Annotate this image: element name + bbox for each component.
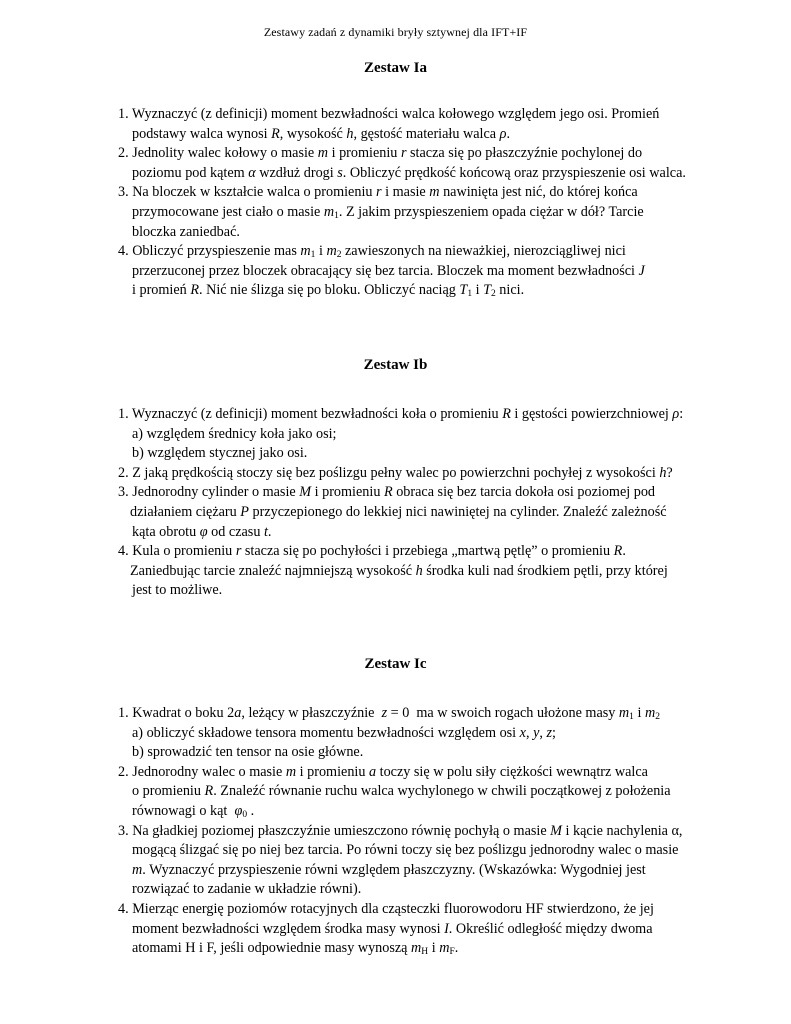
- set-ib-problems: [118, 405, 718, 601]
- page-header: Zestawy zadań z dynamiki bryły sztywnej dla IFT+IF: [263, 25, 528, 39]
- set-title-ic: Zestaw Ic: [364, 656, 427, 672]
- problem-ia-1: 1. Wyznaczyć (z definicji) moment bezwładności walca kołowego względem jego osi. Promień podstawy walca wynosi R, wysokość h, gęstość materiału walca ρ.: [118, 106, 660, 142]
- problem-ib-3: 3. Jednorodny cylinder o masie M i promieniu R obraca się bez tarcia dokoła osi poziomej pod działaniem ciężaru P przyczepionego do lekkiej nici nawiniętej na cylinder. Znaleźć zależność kąta obrotu φ od czasu t.: [118, 484, 667, 540]
- set-title-ia: Zestaw Ia: [364, 60, 427, 76]
- problem-ib-4: 4. Kula o promieniu r stacza się po pochyłości i przebiega „martwą pętlę” o promieniu R. Zaniedbując tarcie znaleźć najmniejszą wysokość h środka kuli nad środkiem pętli, przy której jest to możliwe.: [118, 543, 668, 599]
- problem-ia-2: 2. Jednolity walec kołowy o masie m i promieniu r stacza się po płaszczyźnie pochylonej do poziomu pod kątem α wzdłuż drogi s. Obliczyć prędkość końcową oraz przyspieszenie osi walca.: [118, 145, 686, 181]
- problem-ic-3: 3. Na gładkiej poziomej płaszczyźnie umieszczono równię pochyłą o masie M i kącie nachylenia α, mogącą ślizgać się po niej bez tarcia. Po równi toczy się bez poślizgu jednorodny walec o masie m. Wyznaczyć przyspieszenie równi względem płaszczyzny. (Wskazówka: Wygodniej jest rozwiązać to zadanie w układzie równi).: [118, 822, 683, 898]
- problem-ia-4: 4. Obliczyć przyspieszenie mas $m_1$ i $m_2$ zawieszonych na nieważkiej, nierozciągliwej nici przerzuconej przez bloczek obracający się bez tarcia. Bloczek ma moment bezwładności J i promień R. Nić nie ślizga się po bloku. Obliczyć naciąg $T_1$ i $T_2$ nici.: [118, 243, 645, 300]
- problem-ib-2: 2. Z jaką prędkością stoczy się bez poślizgu pełny walec po powierzchni pochyłej z wysokości h?: [118, 464, 673, 481]
- problem-ic-4: 4. Mierząc energię poziomów rotacyjnych dla cząsteczki fluorowodoru HF stwierdzono, że jej moment bezwładności względem środka masy wynosi I. Określić odległość między dwoma atomami H i F, jeśli odpowiednie masy wynoszą $m_H$ i $m_F$.: [118, 900, 654, 958]
- problem-ib-1: 1. Wyznaczyć (z definicji) moment bezwładności koła o promieniu R i gęstości powierzchniowej ρ: a) względem średnicy koła jako osi; b) względem stycznej jako osi.: [118, 406, 684, 462]
- set-title-ib: Zestaw Ib: [363, 357, 428, 373]
- problem-ia-3: 3. Na bloczek w kształcie walca o promieniu r i masie m nawinięta jest nić, do której końca przymocowane jest ciało o masie $m_1$. Z jakim przyspieszeniem opada ciężar w dół? Tarcie bloczka zaniedbać.: [118, 184, 644, 240]
- problem-ic-1: 1. Kwadrat o boku 2a, leżący w płaszczyźnie z = 0 ma w swoich rogach ułożone masy $m_1$ i $m_2$ a) obliczyć składowe tensora momentu bezwładności względem osi x, y, z; b) sprowadzić ten tensor na osie główne.: [118, 705, 660, 761]
- set-ic-problems: [118, 704, 718, 959]
- set-ia-problems: [118, 105, 718, 301]
- problem-ic-2: 2. Jednorodny walec o masie m i promieniu a toczy się w polu siły ciężkości wewnątrz walca o promieniu R. Znaleźć równanie ruchu walca wychylonego w chwili początkowej z położenia równowagi o kąt $\varphi_0$ .: [118, 763, 671, 820]
